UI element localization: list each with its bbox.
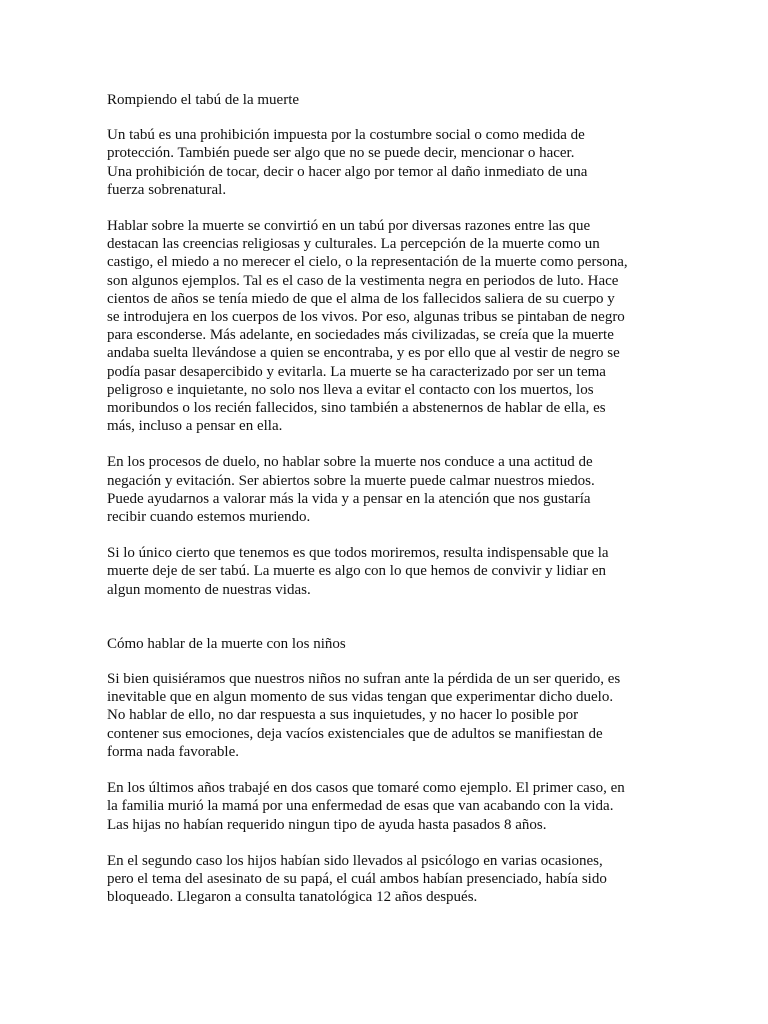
paragraph (107, 217, 687, 435)
text-line: peligroso e inquietante, no solo nos lleva a evitar el contacto con los muertos, los (107, 381, 594, 398)
section-title: Cómo hablar de la muerte con los niños (107, 635, 346, 652)
text-line: Las hijas no habían requerido ningun tipo de ayuda hasta pasados 8 años. (107, 816, 547, 833)
text-line: Si lo único cierto que tenemos es que todos moriremos, resulta indispensable que la (107, 545, 609, 562)
text-line: moribundos o los recién fallecidos, sino también a abstenernos de hablar de ella, es (107, 400, 606, 417)
text-line: contener sus emociones, deja vacíos existenciales que de adultos se manifiestan de (107, 725, 603, 742)
text-line: fuerza sobrenatural. (107, 181, 227, 198)
text-line: forma nada favorable. (107, 743, 240, 760)
text-line: son algunos ejemplos. Tal es el caso de la vestimenta negra en periodos de luto. Hace (107, 272, 619, 289)
text-line: protección. También puede ser algo que no se puede decir, mencionar o hacer. (107, 145, 575, 162)
text-line: se introdujera en los cuerpos de los vivos. Por eso, algunas tribus se pintaban de negro (107, 309, 625, 326)
text-line: En los últimos años trabajé en dos casos que tomaré como ejemplo. El primer caso, en (107, 780, 625, 797)
text-line: negación y evitación. Ser abiertos sobre la muerte puede calmar nuestros miedos. (107, 472, 595, 489)
section-title: Rompiendo el tabú de la muerte (107, 92, 300, 108)
section-spacer (107, 617, 687, 635)
text-line: No hablar de ello, no dar respuesta a sus inquietudes, y no hacer lo posible por (107, 707, 579, 724)
text-line: para esconderse. Más adelante, en sociedades más civilizadas, se creía que la muerte (107, 327, 614, 344)
section-body (107, 126, 687, 599)
text-line: cientos de años se tenía miedo de que el alma de los fallecidos saliera de su cuerpo y (107, 290, 615, 307)
text-line: En el segundo caso los hijos habían sido llevados al psicólogo en varias ocasiones, (107, 852, 603, 869)
paragraph (107, 453, 687, 526)
text-line: Un tabú es una prohibición impuesta por la costumbre social o como medida de (107, 127, 585, 144)
text-line: más, incluso a pensar en ella. (107, 418, 283, 435)
text-line: recibir cuando estemos muriendo. (107, 509, 311, 526)
text-line: bloqueado. Llegaron a consulta tanatológica 12 años después. (107, 889, 478, 906)
paragraph (107, 779, 687, 834)
text-line: En los procesos de duelo, no hablar sobre la muerte nos conduce a una actitud de (107, 454, 593, 471)
paragraph (107, 126, 687, 199)
paragraph (107, 544, 687, 599)
paragraph (107, 670, 687, 761)
text-line: inevitable que en algun momento de sus vidas tengan que experimentar dicho duelo. (107, 689, 614, 706)
text-line: andaba suelta llevándose a quien se encontraba, y es por ello que al vestir de negro se (107, 345, 620, 362)
section-body (107, 670, 687, 906)
text-line: Hablar sobre la muerte se convirtió en un tabú por diversas razones entre las que (107, 218, 591, 235)
text-line: pero el tema del asesinato de su papá, el cuál ambos habían presenciado, había sido (107, 870, 607, 887)
paragraph (107, 852, 687, 907)
text-line: castigo, el miedo a no merecer el cielo, o la representación de la muerte como persona, (107, 254, 628, 271)
text-line: podía pasar desapercibido y evitarla. La muerte se ha caracterizado por ser un tema (107, 363, 606, 380)
text-line: Una prohibición de tocar, decir o hacer algo por temor al daño inmediato de una (107, 163, 588, 180)
text-line: Puede ayudarnos a valorar más la vida y a pensar en la atención que nos gustaría (107, 490, 591, 507)
text-line: destacan las creencias religiosas y culturales. La percepción de la muerte como un (107, 236, 600, 253)
text-line: Si bien quisiéramos que nuestros niños no sufran ante la pérdida de un ser querido, es (107, 671, 621, 688)
text-line: algun momento de nuestras vidas. (107, 581, 311, 598)
text-line: la familia murió la mamá por una enfermedad de esas que van acabando con la vida. (107, 798, 614, 815)
text-line: muerte deje de ser tabú. La muerte es algo con lo que hemos de convivir y lidiar en (107, 563, 606, 580)
document-page (107, 91, 687, 924)
